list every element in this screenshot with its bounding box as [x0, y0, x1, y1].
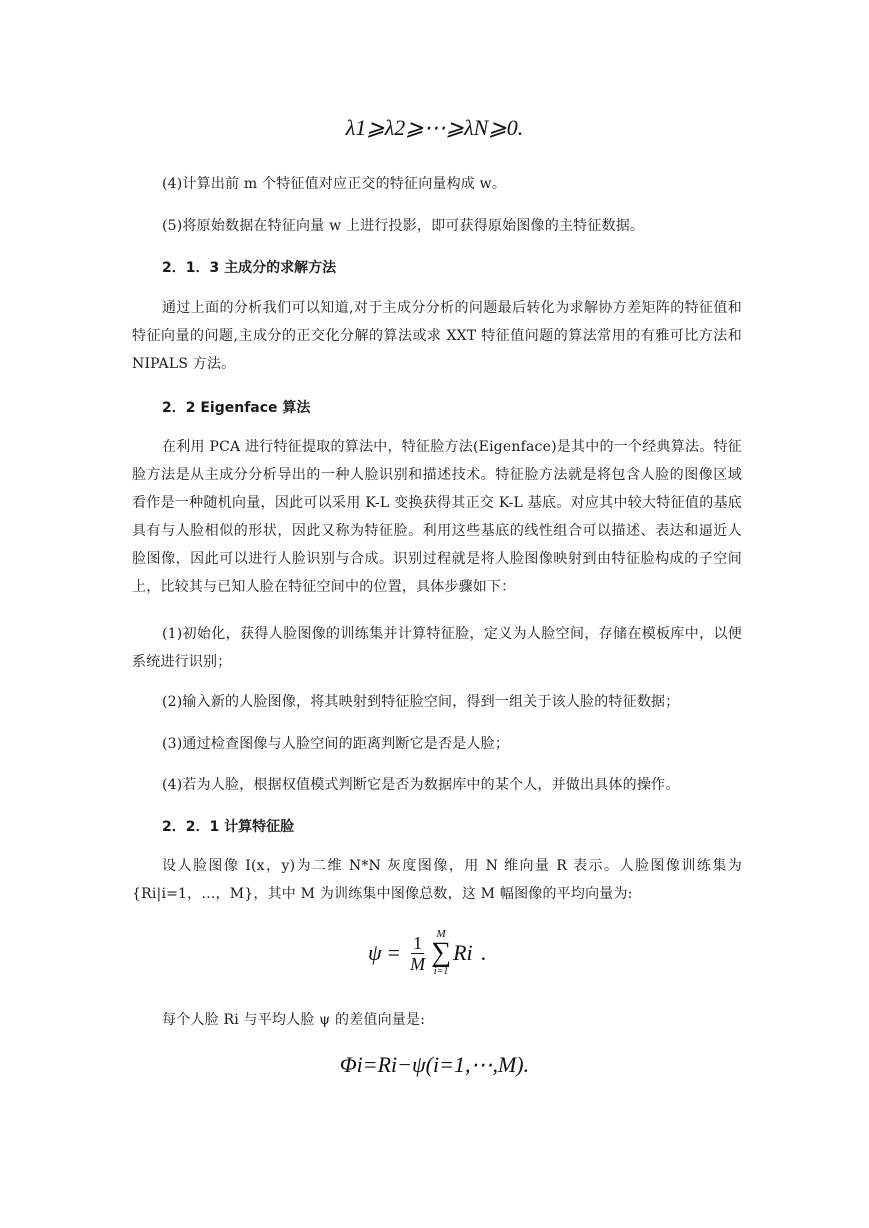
section-heading-2-2-1: 2．2．1 计算特征脸 — [162, 819, 295, 835]
step3-check-text: (3)通过检查图像与人脸空间的距离判断它是否是人脸； — [162, 736, 510, 752]
step2-input-text: (2)输入新的人脸图像，将其映射到特征脸空间，得到一组关于该人脸的特征数据； — [162, 694, 680, 710]
summation-sigma: ∑ — [431, 937, 452, 968]
step4-recognize-text: (4)若为人脸，根据权值模式判断它是否为数据库中的某个人，并做出具体的操作。 — [162, 777, 680, 793]
psi-symbol: ψ — [368, 940, 382, 965]
step1-initialize-text: (1)初始化，获得人脸图像的训练集并计算特征脸，定义为人脸空间，存储在模板库中，以便系统进行识别； — [132, 626, 742, 670]
mean-face-formula — [368, 922, 486, 984]
face-image-definition-paragraph: 设人脸图像 I(x，y)为二维 N*N 灰度图像，用 N 维向量 R 表示。人脸图像训练集为{Ri|i=1，…，M}，其中 M 为训练集中图像总数，这 M 幅图像的平均向量为: — [132, 858, 742, 902]
equals-sign: = — [387, 940, 401, 965]
eigenvalue-order-formula: λ1⩾λ2⩾⋯⩾λN⩾0. — [345, 115, 524, 140]
section-heading-2-2: 2．2 Eigenface 算法 — [162, 400, 311, 416]
fraction — [410, 933, 425, 974]
formula-period: . — [480, 940, 487, 965]
principal-component-method-paragraph: 通过上面的分析我们可以知道,对于主成分分析的问题最后转化为求解协方差矩阵的特征值和特征向量的问题,主成分的正交化分解的算法或求 XXT 特征值问题的算法常用的有雅可比方法和 NIPALS 方法。 — [132, 300, 742, 372]
fraction-denominator: M — [410, 953, 426, 974]
difference-vector-intro: 每个人脸 Ri 与平均人脸 ψ 的差值向量是: — [162, 1012, 426, 1028]
difference-vector-formula: Φi=Ri−ψ(i=1,⋯,M). — [339, 1052, 530, 1077]
eigenface-intro-paragraph: 在利用 PCA 进行特征提取的算法中，特征脸方法(Eigenface)是其中的一个经典算法。特征脸方法是从主成分分析导出的一种人脸识别和描述技术。特征脸方法就是将包含人脸的图像区域看作是一种随机向量，因此可以采用 K-L 变换获得其正交 K-L 基底。对应其中较大特征值的基底具有与人脸相似的形状，因此又称为特征脸。利用这些基底的线性组合可以描述、表达和逼近人脸图像，因此可以进行人脸识别与合成。识别过程就是将人脸图像映射到由特征脸构成的子空间上，比较其与已知人脸在特征空间中的位置，具体步骤如下： — [132, 439, 742, 595]
fraction-numerator: 1 — [413, 932, 423, 953]
step5-projection-text: (5)将原始数据在特征向量 w 上进行投影，即可获得原始图像的主特征数据。 — [162, 218, 645, 234]
summation-term: Ri — [453, 940, 473, 965]
summation — [431, 928, 451, 978]
section-heading-2-1-3: 2．1．3 主成分的求解方法 — [162, 260, 337, 276]
summation-upper-limit: M — [436, 928, 446, 940]
step4-eigenvectors-text: (4)计算出前 m 个特征值对应正交的特征向量构成 w。 — [162, 176, 507, 192]
summation-lower-limit: i=1 — [433, 966, 449, 977]
